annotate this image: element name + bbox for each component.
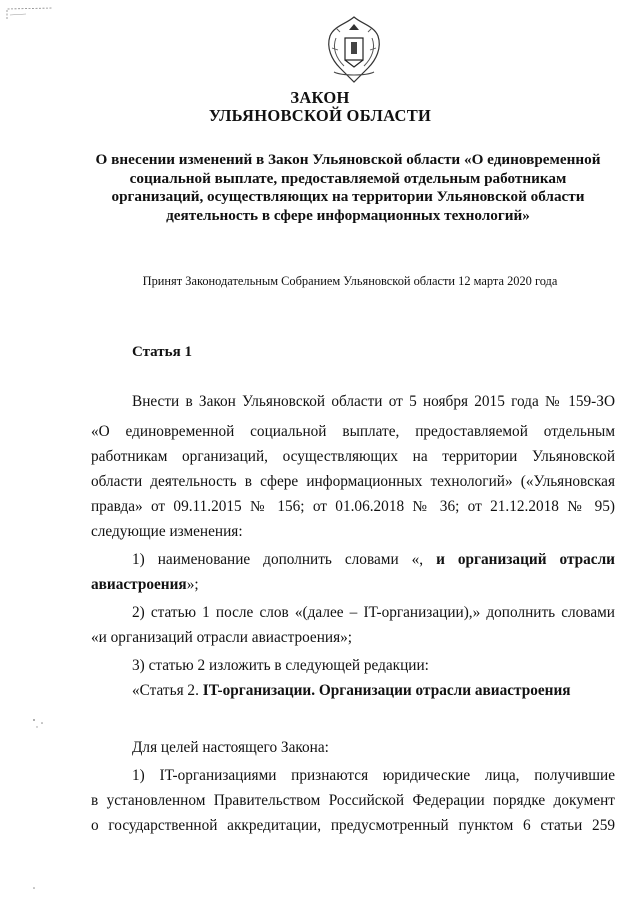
list-item-continuation [91, 576, 615, 594]
list-item-text: 1) наименование дополнить словами «, [132, 551, 424, 568]
body-line: правда» от 09.11.2015 № 156; от 01.06.2018 № 36; от 21.12.2018 № 95) [91, 498, 615, 515]
body-line: Для целей настоящего Закона: [132, 739, 329, 756]
heading-line: организаций, осуществляющих на территории Ульяновской области [111, 188, 585, 205]
list-item [132, 551, 615, 569]
list-item-bold-text: и организаций отрасли [436, 551, 615, 568]
scan-speck [30, 716, 50, 730]
quote-bold-text: IT-организации. Организации отрасли авиастроения [202, 682, 571, 699]
region-title: УЛЬЯНОВСКОЙ ОБЛАСТИ [208, 106, 432, 125]
body-line: «О единовременной социальной выплате, предоставляемой отдельным [91, 423, 615, 440]
list-item-text: »; [186, 576, 199, 593]
body-line: области деятельность в сфере информационных технологий» («Ульяновская [91, 473, 615, 490]
heading-line: О внесении изменений в Закон Ульяновской области «О единовременной [95, 151, 601, 168]
body-line: в установленном Правительством Российской Федерации порядке документ [91, 792, 615, 809]
law-title: ЗАКОН [290, 88, 350, 107]
law-heading [92, 151, 604, 225]
heading-line: социальной выплате, предоставляемой отдельным работникам [129, 169, 567, 187]
list-item-continuation: «и организаций отрасли авиастроения»; [91, 629, 353, 646]
quote-text: «Статья 2. [132, 682, 199, 699]
scan-mark [6, 6, 54, 20]
list-item-bold-text: авиастроения [91, 576, 187, 593]
body-line: Внести в Закон Ульяновской области от 5 ноября 2015 года № 159-ЗО [132, 393, 615, 410]
quoted-article-heading [132, 682, 615, 700]
list-item: 3) статью 2 изложить в следующей редакции: [132, 657, 429, 674]
heading-line: деятельность в сфере информационных технологий» [166, 206, 530, 224]
body-line: следующие изменения: [91, 523, 243, 540]
body-line: о государственной аккредитации, предусмотренный пунктом 6 статьи 259 [91, 817, 615, 834]
list-item: 2) статью 1 после слов «(далее – IT-организации),» дополнить словами [132, 604, 615, 621]
body-line: 1) IT-организациями признаются юридические лица, получившие [132, 767, 615, 784]
article-heading: Статья 1 [132, 344, 192, 360]
coat-of-arms-icon [322, 14, 386, 86]
body-line: работникам организаций, осуществляющих на территории Ульяновской [91, 448, 615, 465]
adoption-note: Принят Законодательным Собранием Ульяновской области 12 марта 2020 года [142, 274, 558, 288]
scan-speck [30, 884, 42, 892]
